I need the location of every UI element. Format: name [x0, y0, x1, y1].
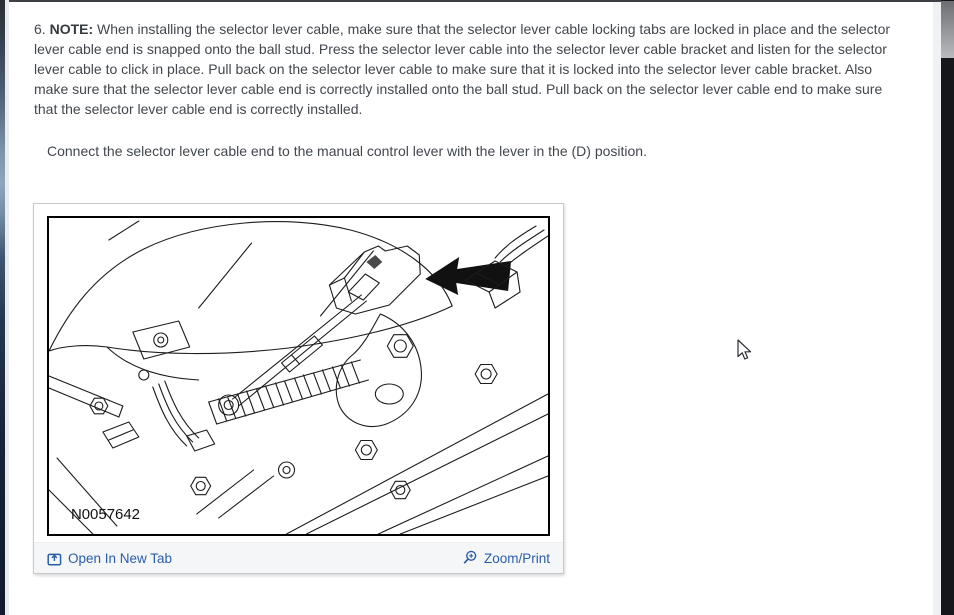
diagram-frame	[47, 216, 550, 536]
open-in-new-tab-label: Open In New Tab	[68, 550, 173, 566]
secondary-scrollbar-thumb[interactable]	[941, 1, 954, 58]
engine-diagram	[49, 218, 548, 534]
open-in-new-tab-link[interactable]	[47, 551, 172, 566]
open-in-new-tab-icon	[47, 551, 62, 566]
note-body: When installing the selector lever cable, make sure that the selector lever cable locking tabs are locked in place and the selector lever cable end is snapped onto the ball stud. Press the selector lever cable into the selector lever cable bracket and listen for the selector lever cable to click in place. Pull back on the selector lever cable to make sure that it is locked into the selector lever cable bracket. Also make sure that the selector lever cable end is correctly installed onto the ball stud. Pull back on the selector lever cable end to make sure that the selector lever cable end is correctly installed.	[34, 21, 891, 117]
instruction-paragraph: Connect the selector lever cable end to the manual control lever with the lever in the (D) position.	[47, 143, 647, 159]
diagram-label: N0057642	[70, 505, 140, 524]
mouse-cursor	[737, 339, 752, 361]
zoom-print-label: Zoom/Print	[483, 550, 550, 566]
step-number: 6.	[34, 21, 46, 37]
note-paragraph	[34, 19, 900, 119]
desktop-edge-right	[941, 0, 954, 615]
figure-footer	[34, 542, 563, 573]
figure-card	[33, 203, 564, 574]
zoom-in-icon	[462, 550, 478, 566]
scrollbar-track[interactable]	[933, 2, 941, 615]
note-label: NOTE:	[49, 21, 94, 37]
page-content	[9, 2, 933, 615]
zoom-print-link[interactable]	[462, 550, 550, 566]
